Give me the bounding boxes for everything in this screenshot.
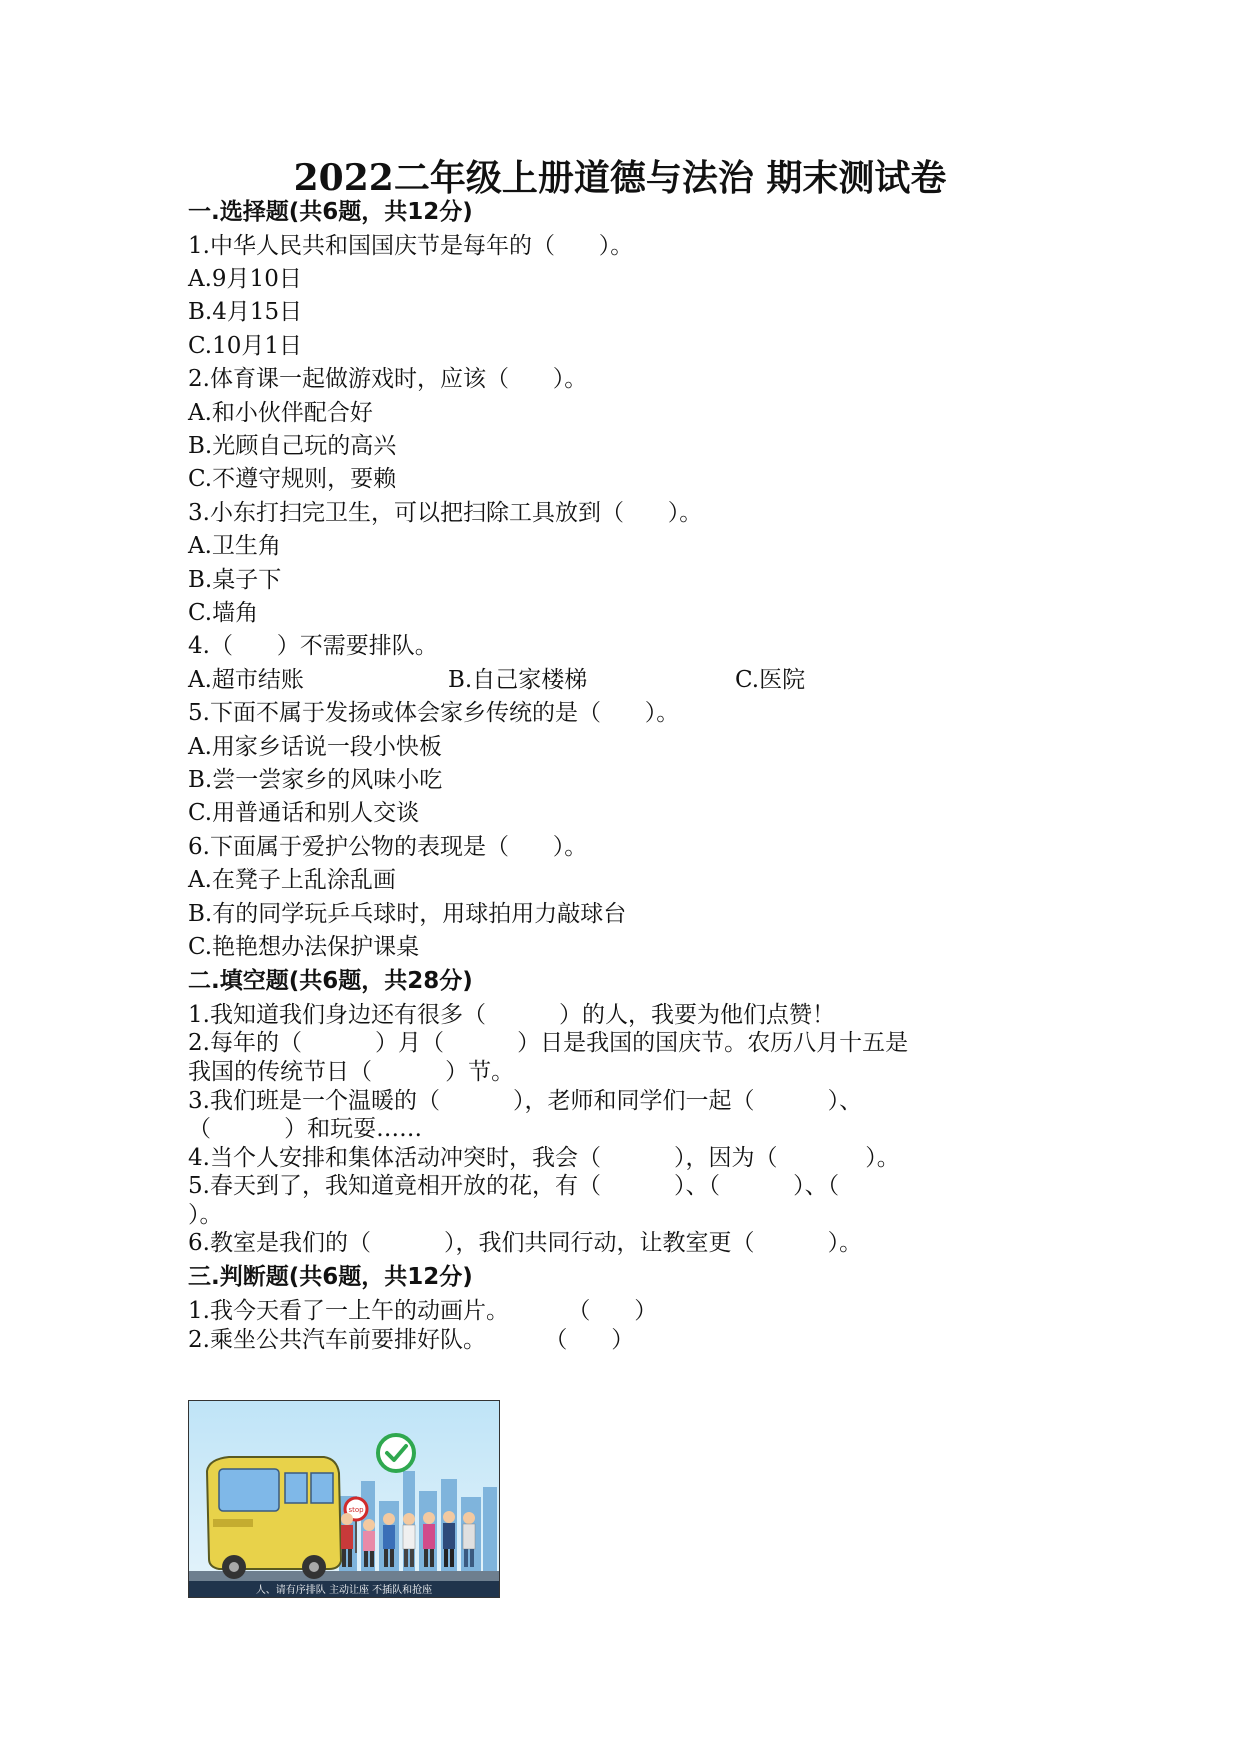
question-line: 1.中华人民共和国国庆节是每年的（ ）。 [188,233,634,259]
option-line: C.用普通话和别人交谈 [188,800,420,826]
question-line: 3.我们班是一个温暖的（ ），老师和同学们一起（ ）、 [188,1088,863,1114]
question-line: 2.乘坐公共汽车前要排好队。 （ ） [188,1327,635,1353]
option-line: A.9月10日 [188,266,302,292]
option-line: B.光顾自己玩的高兴 [188,433,397,459]
question-line: 2.体育课一起做游戏时，应该（ ）。 [188,366,588,392]
question-line: 6.下面属于爱护公物的表现是（ ）。 [188,834,588,860]
option-item: A.超市结账 [188,667,304,693]
option-line: A.卫生角 [188,533,281,559]
question-line: 3.小东打扫完卫生，可以把扫除工具放到（ ）。 [188,500,703,526]
option-line: C.墙角 [188,600,259,626]
question-line: 2.每年的（ ）月（ ）日是我国的国庆节。农历八月十五是 [188,1030,909,1056]
illustration-caption: 人、请有序排队 主动让座 不插队和抢座 [255,1585,433,1596]
option-line: C.艳艳想办法保护课桌 [188,934,420,960]
option-line: A.用家乡话说一段小快板 [188,734,442,760]
option-line: B.4月15日 [188,299,303,325]
question-line: 5.春天到了，我知道竟相开放的花，有（ ）、（ ）、（ [188,1173,840,1199]
option-line: C.不遵守规则，要赖 [188,466,397,492]
bus-queue-illustration [188,1400,500,1598]
option-line: B.尝一尝家乡的风味小吃 [188,767,443,793]
option-item: B.自己家楼梯 [448,667,588,693]
question-line: （ ）和玩耍…… [188,1116,423,1142]
option-line: B.有的同学玩乒乓球时，用球拍用力敲球台 [188,901,627,927]
section-heading: 一.选择题(共6题，共12分) [188,199,473,225]
option-line: A.和小伙伴配合好 [188,400,373,426]
option-line: A.在凳子上乱涂乱画 [188,867,396,893]
question-line: 4.当个人安排和集体活动冲突时，我会（ ），因为（ ）。 [188,1145,900,1171]
question-line: ）。 [188,1202,223,1228]
question-line: 我国的传统节日（ ）节。 [188,1059,515,1085]
option-line: B.桌子下 [188,567,282,593]
check-icon [378,1435,414,1471]
option-line: C.10月1日 [188,333,302,359]
question-line: 1.我知道我们身边还有很多（ ）的人，我要为他们点赞！ [188,1002,836,1028]
section-heading: 二.填空题(共6题，共28分) [188,968,473,994]
stop-sign-label: stop [348,1506,364,1514]
option-item: C.医院 [735,667,806,693]
question-line: 4.（ ）不需要排队。 [188,633,438,659]
question-line: 1.我今天看了一上午的动画片。 （ ） [188,1298,658,1324]
page-title: 2022二年级上册道德与法治 期末测试卷 [293,157,947,199]
section-heading: 三.判断题(共6题，共12分) [188,1264,473,1290]
question-line: 6.教室是我们的（ ），我们共同行动，让教室更（ ）。 [188,1230,863,1256]
bus-icon [207,1457,341,1579]
question-line: 5.下面不属于发扬或体会家乡传统的是（ ）。 [188,700,680,726]
